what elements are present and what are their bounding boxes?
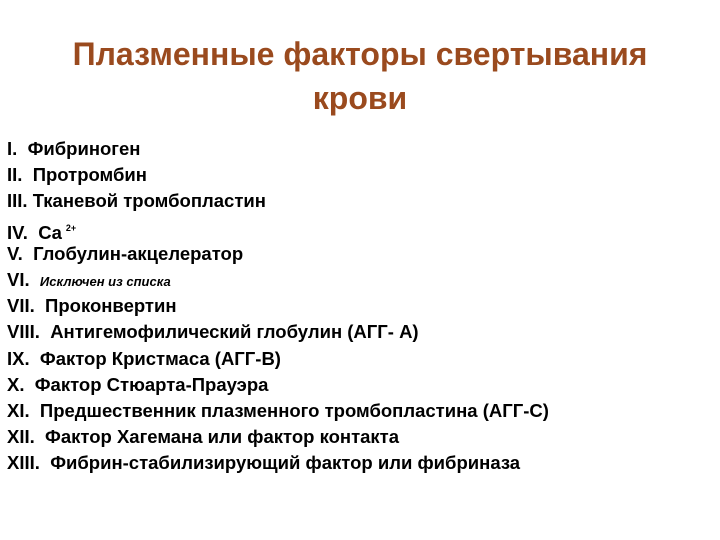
factor-item-13: [7, 450, 713, 476]
factor-numeral: VI.: [7, 268, 30, 290]
factor-numeral: VIII.: [7, 321, 40, 343]
factor-numeral: I.: [7, 138, 18, 159]
factor-name: Фибрин-стабилизирующий фактор или фибриназа: [50, 452, 521, 474]
factor-numeral: III.: [7, 190, 28, 212]
factor-name: Тканевой тромбопластин: [32, 190, 266, 212]
factor-item-12: [7, 424, 713, 450]
factor-numeral: X.: [7, 373, 25, 395]
factor-item-6: [7, 267, 713, 293]
factor-item-9: [7, 346, 713, 372]
factor-numeral: VII.: [7, 295, 35, 317]
factor-name: Проконвертин: [45, 295, 177, 317]
factor-item-4: [7, 215, 713, 241]
factor-numeral: V.: [7, 242, 23, 264]
factor-name: Ca: [38, 221, 62, 243]
factor-numeral: IX.: [7, 347, 30, 369]
factor-item-7: [7, 293, 713, 319]
factor-item-1: [7, 136, 713, 162]
factor-name: Фибриноген: [27, 138, 141, 159]
factor-superscript: 2+: [65, 222, 77, 233]
factor-name: Глобулин-акцелератор: [33, 242, 244, 264]
factor-name: Фактор Стюарта-Прауэра: [34, 373, 269, 395]
factor-item-5: [7, 241, 713, 267]
factor-numeral: II.: [7, 164, 23, 186]
factor-note: Исключен из списка: [39, 273, 171, 289]
factor-item-11: [7, 398, 713, 424]
factor-numeral: XII.: [7, 426, 35, 448]
factor-name: Фактор Хагемана или фактор контакта: [45, 426, 400, 448]
factor-numeral: XIII.: [7, 452, 40, 474]
factor-numeral: XI.: [7, 399, 30, 421]
title-line-1: Плазменные факторы свертывания: [72, 36, 648, 72]
factor-name: Предшественник плазменного тромбопластина (АГГ-С): [39, 399, 549, 421]
coagulation-factor-list: [7, 136, 713, 476]
factor-name: Фактор Кристмаса (АГГ-В): [39, 347, 281, 369]
factor-numeral: IV.: [7, 221, 28, 243]
slide-title: [0, 32, 720, 120]
title-line-2: крови: [312, 80, 408, 116]
factor-item-10: [7, 372, 713, 398]
factor-item-8: [7, 319, 713, 345]
factor-name: Антигемофилический глобулин (АГГ- А): [50, 321, 419, 343]
factor-item-2: [7, 162, 713, 188]
factor-name: Протромбин: [32, 164, 147, 186]
factor-item-3: [7, 188, 713, 214]
